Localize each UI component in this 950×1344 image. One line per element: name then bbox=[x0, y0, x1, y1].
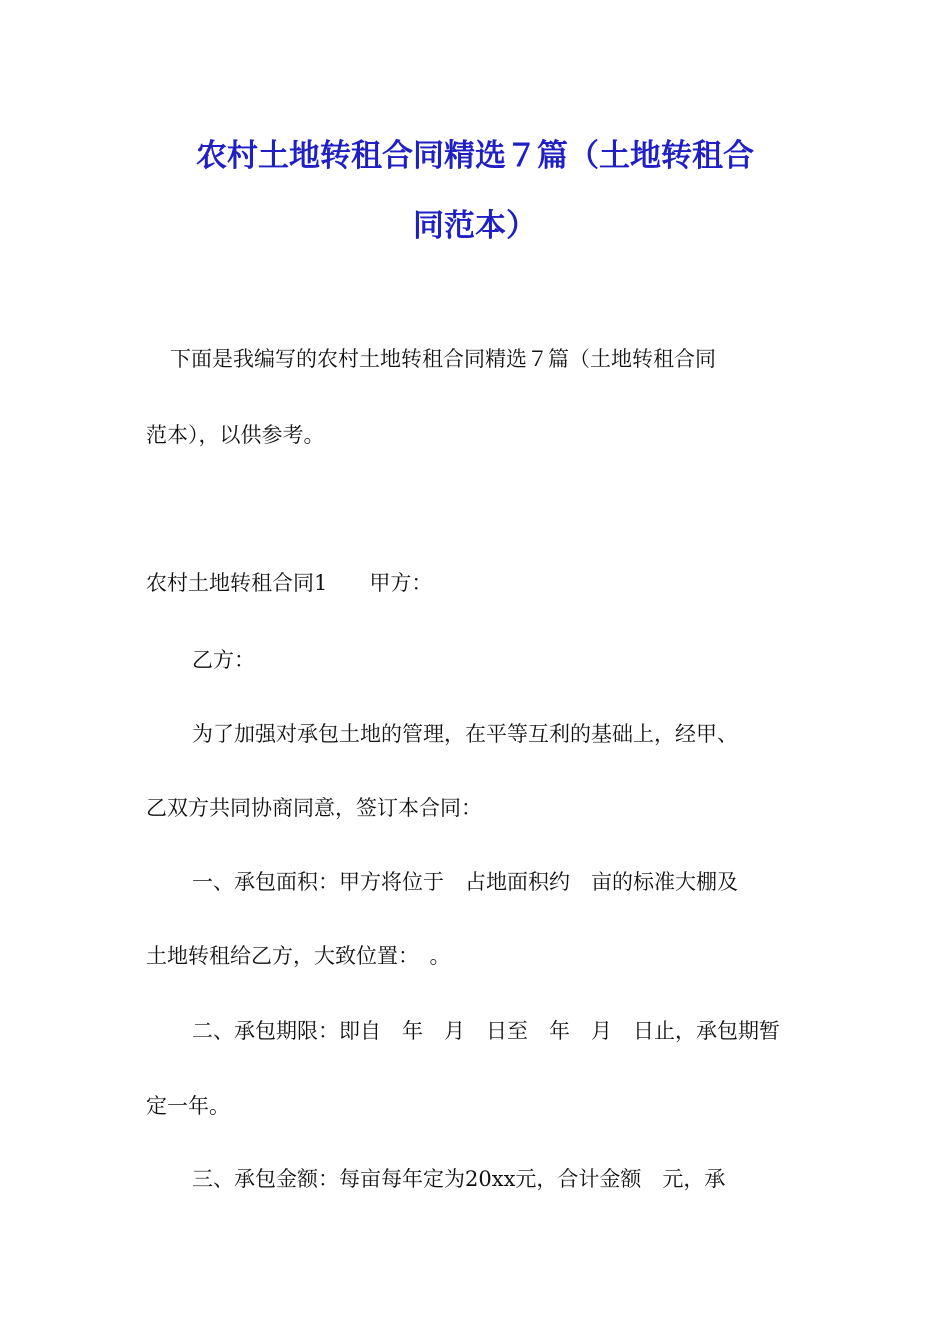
document-title-line-2: 同范本） bbox=[413, 208, 537, 244]
intro-paragraph-line-1: 下面是我编写的农村土地转租合同精选７篇（土地转租合同 bbox=[170, 347, 716, 371]
party-b-label: 乙方： bbox=[192, 648, 255, 672]
intro-paragraph-line-2: 范本），以供参考。 bbox=[146, 423, 325, 447]
clause-3-line-1: 三、承包金额：每亩每年定为20xx元，合计金额 元，承 bbox=[192, 1167, 726, 1191]
clause-2-line-2: 定一年。 bbox=[146, 1094, 230, 1118]
preamble-line-1: 为了加强对承包土地的管理，在平等互利的基础上，经甲、 bbox=[192, 722, 738, 746]
clause-2-line-1: 二、承包期限：即自 年 月 日至 年 月 日止，承包期暂 bbox=[192, 1019, 780, 1043]
clause-1-line-2: 土地转租给乙方，大致位置： 。 bbox=[146, 944, 451, 968]
preamble-line-2: 乙双方共同协商同意，签订本合同： bbox=[146, 796, 482, 820]
contract-heading: 农村土地转租合同1 甲方： bbox=[146, 571, 433, 595]
document-title-line-1: 农村土地转租合同精选７篇（土地转租合 bbox=[196, 138, 754, 174]
clause-1-line-1: 一、承包面积：甲方将位于 占地面积约 亩的标准大棚及 bbox=[192, 870, 738, 894]
